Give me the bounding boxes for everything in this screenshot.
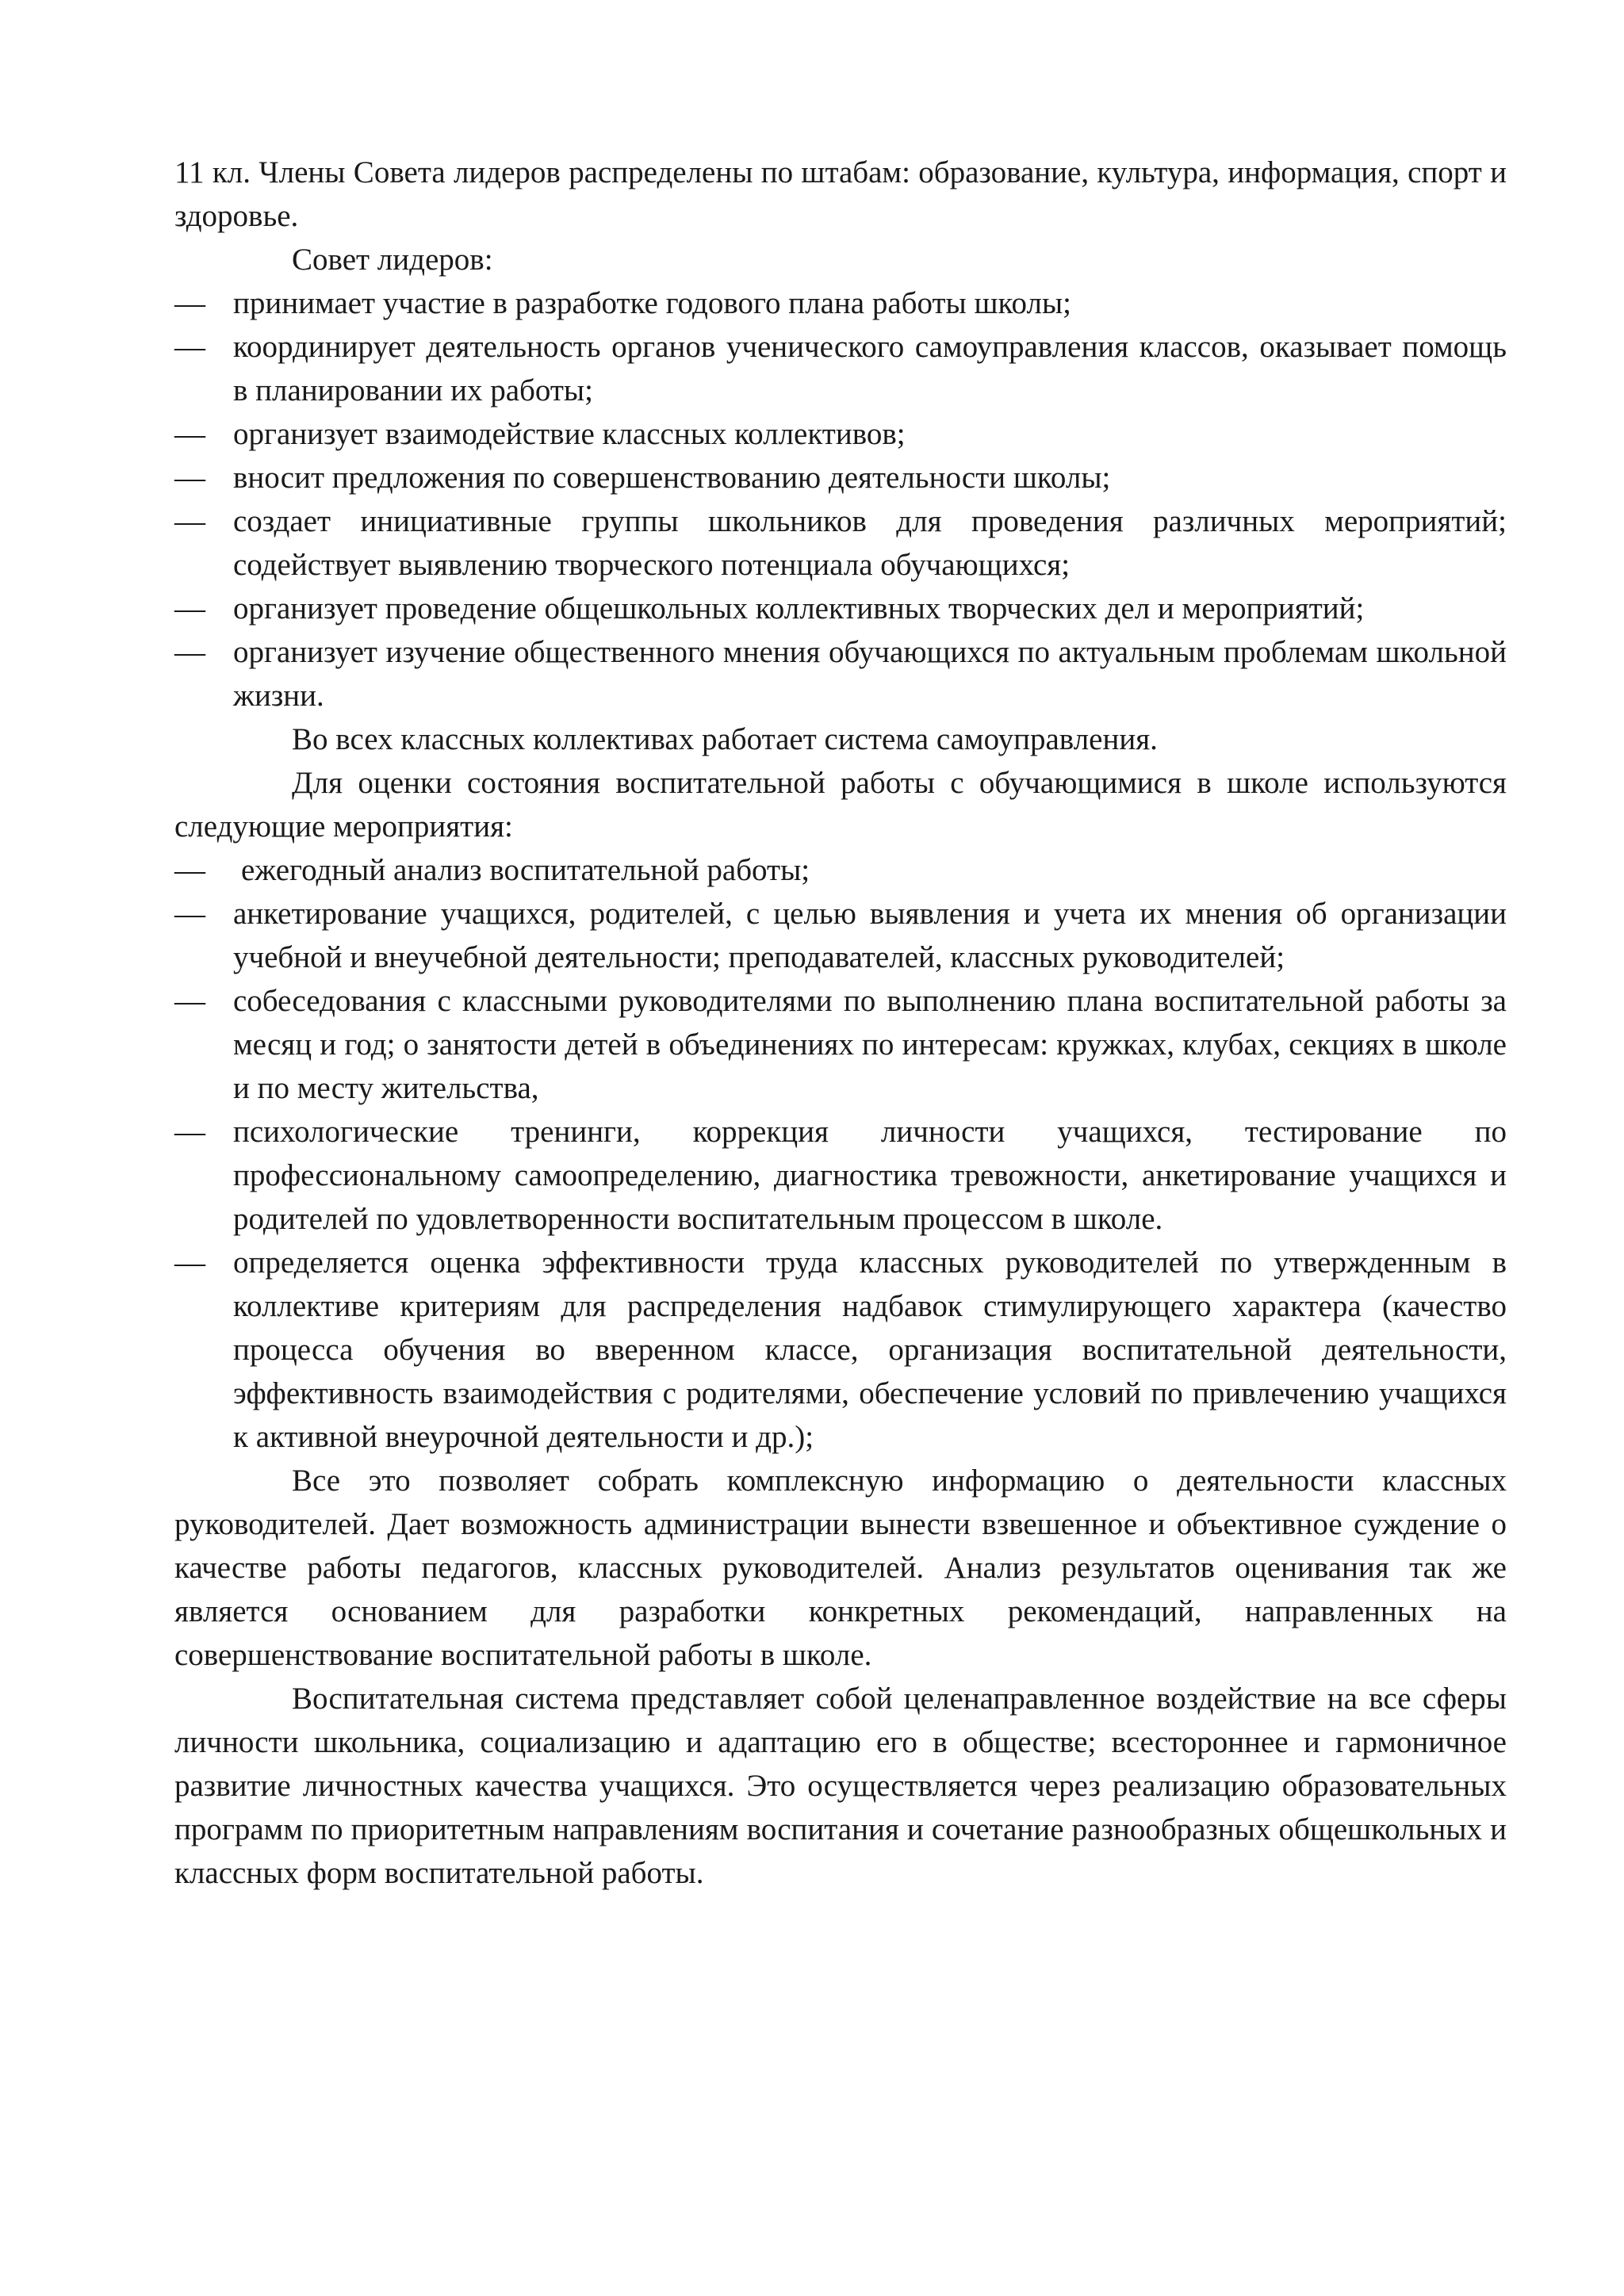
dash-marker: — [174,591,205,626]
list-item-text: определяется оценка эффективности труда классных руководителей по утвержденным в коллективе критериям для распределения надбавок стимулирующего характера (качество процесса обучения во вверенном классе, организация воспитательной деятельности, эффективность взаимодействия с родителями, обеспечение условий по привлечению учащихся к активной внеурочной деятельности и др.); [233,1246,1507,1454]
list-item [174,325,1507,412]
list-item-text: организует взаимодействие классных коллективов; [233,417,906,451]
dash-marker: — [174,417,205,451]
dash-marker: — [174,984,205,1018]
list-item [174,281,1507,325]
paragraph-evaluation-intro: Для оценки состояния воспитательной работы с обучающимися в школе используются следующие мероприятия: [174,766,1507,844]
dash-marker: — [174,1246,205,1280]
dash-marker: — [174,635,205,669]
document-page [174,151,1507,1895]
list-item-text: организует проведение общешкольных коллективных творческих дел и мероприятий; [233,591,1365,626]
dash-marker: — [174,897,205,931]
list-item [174,499,1507,587]
dash-marker: — [174,1115,205,1149]
list-item-text: вносит предложения по совершенствованию деятельности школы; [233,461,1111,495]
list-item-text: собеседования с классными руководителями по выполнению плана воспитательной работы за месяц и год; о занятости детей в объединениях по интересам: кружках, клубах, секциях в школе и по месту жительства, [233,984,1507,1105]
list-item [174,1241,1507,1459]
paragraph-educational-system: Воспитательная система представляет собой целенаправленное воздействие на все сферы личности школьника, социализацию и адаптацию его в обществе; всестороннее и гармоничное развитие личностных качества учащихся. Это осуществляется через реализацию образовательных программ по приоритетным направлениям воспитания и сочетание разнообразных общешкольных и классных форм воспитательной работы. [174,1682,1507,1890]
evaluation-measures-list [174,848,1507,1459]
list-item [174,1110,1507,1241]
list-item [174,630,1507,718]
list-item [174,456,1507,499]
dash-marker: — [174,504,205,538]
list-item-text: принимает участие в разработке годового плана работы школы; [233,286,1071,320]
council-duties-list [174,281,1507,718]
list-item-text: анкетирование учащихся, родителей, с целью выявления и учета их мнения об организации учебной и внеучебной деятельности; преподавателей, классных руководителей; [233,897,1507,974]
dash-marker: — [174,461,205,495]
list-item-text: ежегодный анализ воспитательной работы; [241,853,810,887]
list-item-text: психологические тренинги, коррекция личности учащихся, тестирование по профессиональному самоопределению, диагностика тревожности, анкетирование учащихся и родителей по удовлетворенности воспитательным процессом в школе. [233,1115,1507,1236]
paragraph-council-staffs: 11 кл. Члены Совета лидеров распределены по штабам: образование, культура, информация, спорт и здоровье. [174,155,1507,233]
dash-marker: — [174,330,205,364]
list-item [174,979,1507,1110]
list-item-text: создает инициативные группы школьников для проведения различных мероприятий; содействует выявлению творческого потенциала обучающихся; [233,504,1507,582]
list-item [174,412,1507,456]
list-item [174,848,1507,892]
list-item [174,892,1507,979]
list-item-text: координирует деятельность органов ученического самоуправления классов, оказывает помощь в планировании их работы; [233,330,1507,408]
paragraph-self-government: Во всех классных коллективах работает система самоуправления. [292,722,1158,756]
dash-marker: — [174,286,205,320]
paragraph-comprehensive-info: Все это позволяет собрать комплексную информацию о деятельности классных руководителей. Дает возможность администрации вынести взвешенное и объективное суждение о качестве работы педагогов, классных руководителей. Анализ результатов оценивания так же является основанием для разработки конкретных рекомендаций, направленных на совершенствование воспитательной работы в школе. [174,1464,1507,1672]
dash-marker: — [174,853,205,887]
paragraph-council-intro: Совет лидеров: [292,243,493,277]
list-item-text: организует изучение общественного мнения обучающихся по актуальным проблемам школьной жизни. [233,635,1507,713]
list-item [174,587,1507,630]
